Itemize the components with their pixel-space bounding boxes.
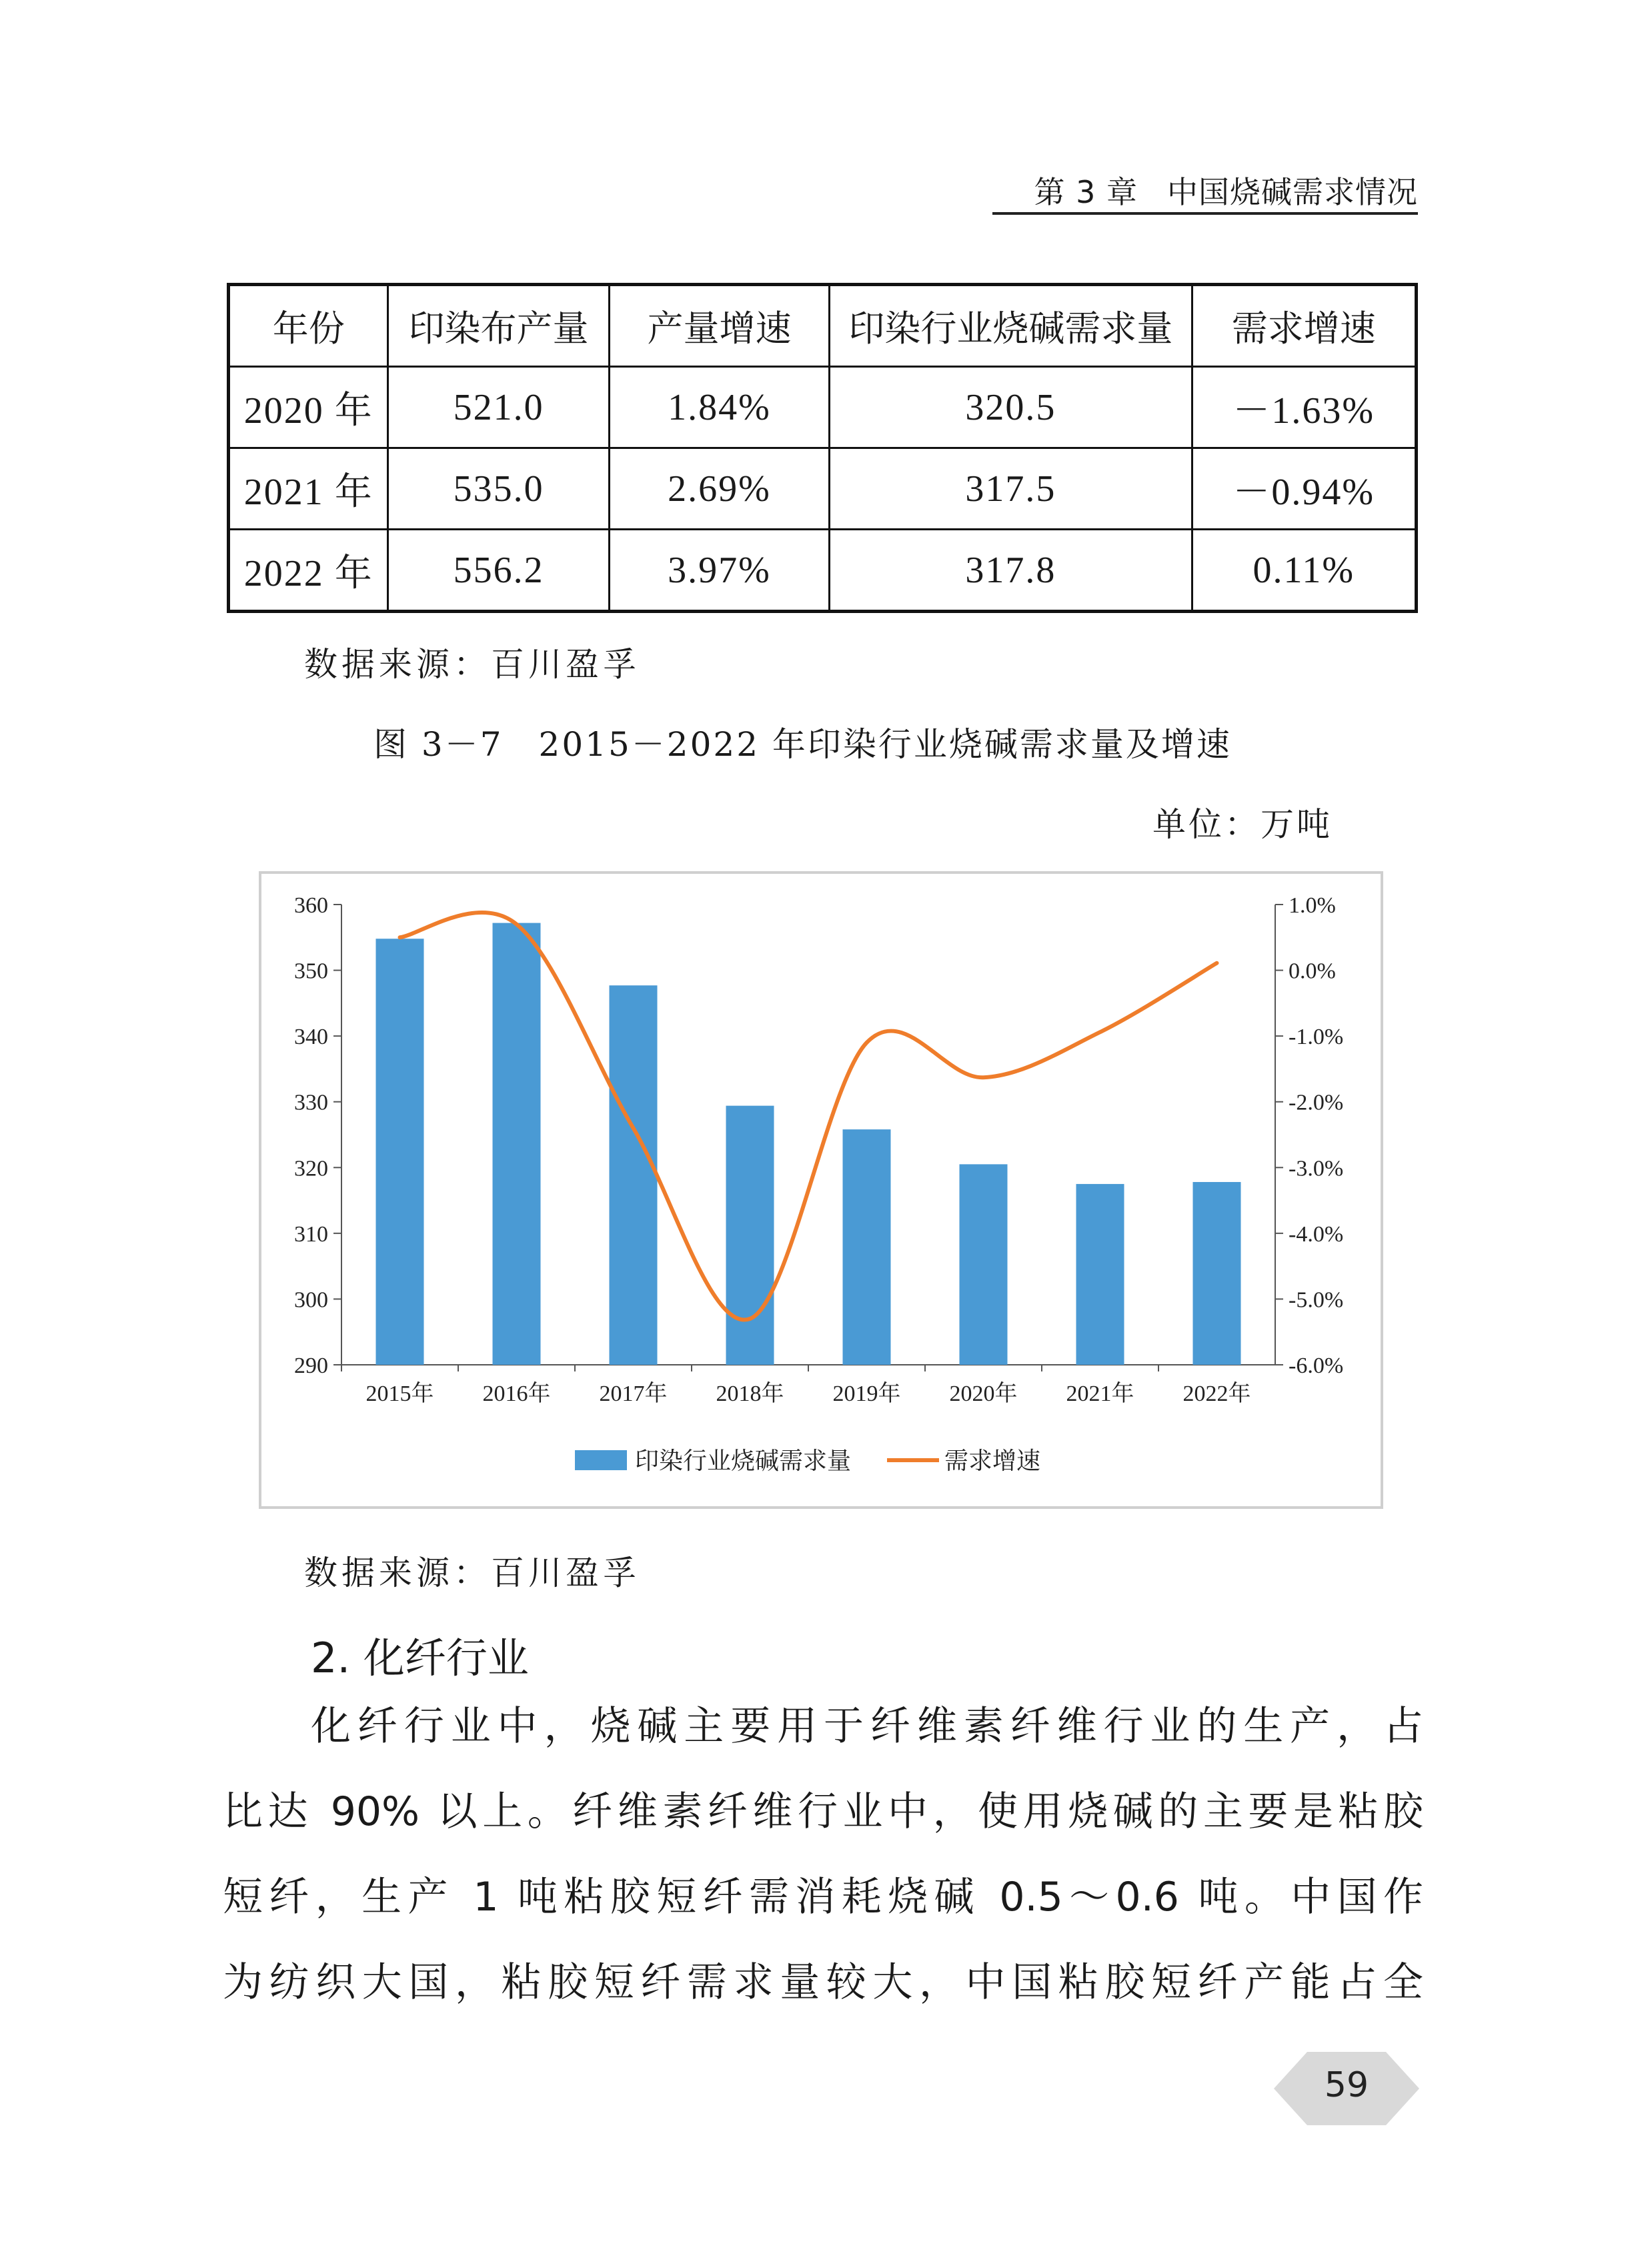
table-cell: 1.84%	[609, 367, 830, 448]
bar	[960, 1164, 1008, 1365]
figure-caption: 图 3－7 2015－2022 年印染行业烧碱需求量及增速	[373, 725, 1232, 764]
table-cell: －1.63%	[1192, 367, 1417, 448]
right-axis-tick-label: -2.0%	[1289, 1090, 1344, 1115]
table-cell: 317.5	[830, 448, 1192, 530]
running-header	[1034, 168, 1418, 212]
right-axis-tick-label: 0.0%	[1289, 959, 1336, 984]
table-row	[229, 367, 1417, 448]
legend-line-label: 需求增速	[944, 1448, 1041, 1475]
chart-container	[259, 871, 1383, 1509]
table-header: 需求增速	[1192, 285, 1417, 367]
x-axis-tick-label: 2015年	[365, 1381, 434, 1406]
left-axis-tick-label: 290	[294, 1353, 328, 1378]
table-cell: 317.8	[830, 530, 1192, 612]
bar	[610, 985, 658, 1365]
paragraph-line: 比达 90% 以上。纤维素纤维行业中，使用烧碱的主要是粘胶	[223, 1788, 1423, 1835]
right-axis-tick-label: -5.0%	[1289, 1287, 1344, 1313]
x-axis-tick-label: 2018年	[716, 1381, 784, 1406]
left-axis-tick-label: 360	[294, 893, 328, 918]
table-header: 印染行业烧碱需求量	[830, 285, 1192, 367]
right-axis-tick-label: -4.0%	[1289, 1221, 1344, 1247]
header-rule	[992, 212, 1418, 215]
x-axis-tick-label: 2021年	[1066, 1381, 1134, 1406]
table-cell: 0.11%	[1192, 530, 1417, 612]
left-axis-tick-label: 340	[294, 1025, 328, 1050]
bar	[376, 939, 424, 1365]
paragraph-line: 为纺织大国，粘胶短纤需求量较大，中国粘胶短纤产能占全	[223, 1959, 1423, 2006]
body-paragraph	[223, 1700, 1423, 2041]
section-title: 2. 化纤行业	[311, 1634, 529, 1682]
paragraph-line: 化纤行业中，烧碱主要用于纤维素纤维行业的生产，占	[311, 1703, 1423, 1750]
x-axis-tick-label: 2019年	[832, 1381, 901, 1406]
table-cell: 2021 年	[229, 448, 388, 530]
x-axis-tick-label: 2016年	[482, 1381, 551, 1406]
table-cell: 320.5	[830, 367, 1192, 448]
right-axis-tick-label: -3.0%	[1289, 1156, 1344, 1181]
table-cell: －0.94%	[1192, 448, 1417, 530]
table-row	[229, 530, 1417, 612]
table-row	[229, 448, 1417, 530]
data-source-note: 数据来源：百川盈孚	[304, 1554, 640, 1592]
combo-chart	[261, 874, 1381, 1506]
legend-bar-swatch	[575, 1450, 627, 1470]
data-table	[227, 283, 1418, 613]
legend-bar-label: 印染行业烧碱需求量	[635, 1448, 852, 1475]
table-cell: 3.97%	[609, 530, 830, 612]
bar	[726, 1106, 774, 1365]
unit-label: 单位：万吨	[1152, 805, 1333, 844]
right-axis-tick-label: -6.0%	[1289, 1353, 1344, 1378]
chapter-number: 第 3 章	[1034, 174, 1138, 210]
table-header: 印染布产量	[388, 285, 609, 367]
paragraph-line: 短纤，生产 1 吨粘胶短纤需消耗烧碱 0.5～0.6 吨。中国作	[223, 1874, 1423, 1920]
left-axis-tick-label: 330	[294, 1090, 328, 1115]
table-cell: 2022 年	[229, 530, 388, 612]
left-axis-tick-label: 320	[294, 1156, 328, 1181]
table-header-row	[229, 285, 1417, 367]
table-cell: 535.0	[388, 448, 609, 530]
left-axis-tick-label: 300	[294, 1287, 328, 1313]
bar	[1193, 1182, 1241, 1365]
left-axis-tick-label: 350	[294, 959, 328, 984]
x-axis-tick-label: 2017年	[599, 1381, 668, 1406]
data-source-note: 数据来源：百川盈孚	[304, 645, 640, 684]
bar	[843, 1129, 891, 1365]
table-cell: 521.0	[388, 367, 609, 448]
table-cell: 556.2	[388, 530, 609, 612]
table-cell: 2.69%	[609, 448, 830, 530]
bar	[1076, 1184, 1124, 1365]
right-axis-tick-label: 1.0%	[1289, 893, 1336, 918]
page-number: 59	[1324, 2065, 1369, 2105]
table-header: 年份	[229, 285, 388, 367]
x-axis-tick-label: 2020年	[949, 1381, 1018, 1406]
x-axis-tick-label: 2022年	[1182, 1381, 1251, 1406]
chapter-title: 中国烧碱需求情况	[1167, 174, 1418, 210]
table-header: 产量增速	[609, 285, 830, 367]
table-cell: 2020 年	[229, 367, 388, 448]
left-axis-tick-label: 310	[294, 1221, 328, 1247]
bar	[493, 923, 541, 1365]
right-axis-tick-label: -1.0%	[1289, 1025, 1344, 1050]
